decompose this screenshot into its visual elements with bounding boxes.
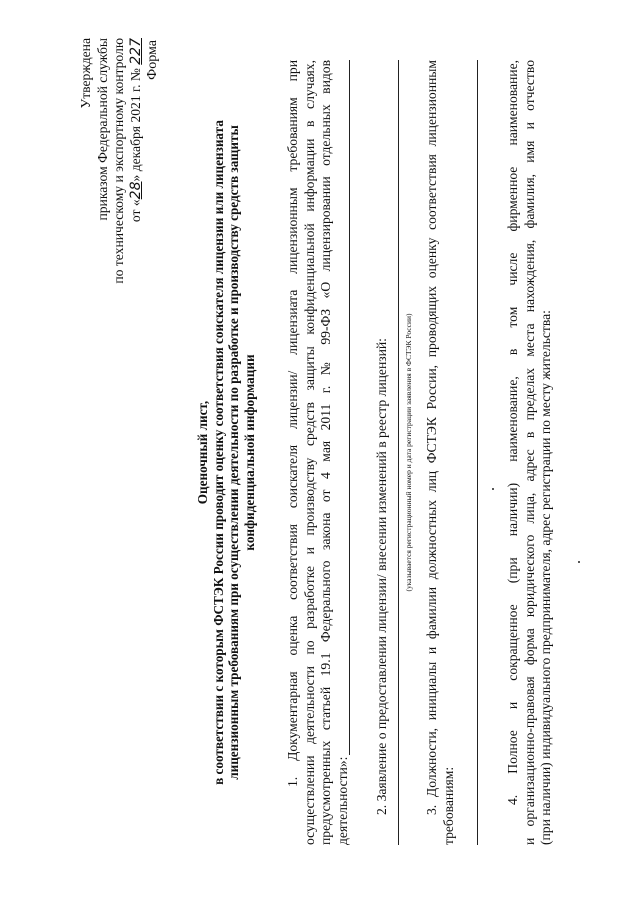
approval-block: [78, 38, 144, 468]
section-3-line-1: 3. Должности, инициалы и фамилии должностных лиц ФСТЭК России, проводящих оценку соответствия лицензионным: [424, 60, 439, 815]
section-4-line-2: и организационно-правовая форма юридического лица, адрес в пределах места нахождения, фамилия, имя и отчество: [521, 60, 537, 845]
form-label: Форма: [145, 40, 160, 80]
section-1-line-3: предусмотренных статьей 19.1 Федерального закона от 4 мая 2011 г. № 99-ФЗ «О лицензировании отдельных видов: [318, 60, 334, 845]
approval-line-1: Утверждена: [78, 38, 93, 109]
section-2-text: 2. Заявление о предоставлении лицензии/ внесении изменений в реестр лицензий:: [374, 338, 389, 815]
approval-line-4: [128, 38, 145, 468]
title-line-3: лицензионным требованиям при осуществлении деятельности по разработке и производству средств защиты: [226, 125, 241, 780]
section-1-line-4: деятельности»:: [335, 756, 351, 845]
approval-line-2: приказом Федеральной службы: [94, 38, 110, 221]
section-3-line-2: требованиям:: [440, 766, 456, 845]
title-line-2: в соответствии с которым ФСТЭК России проводит оценку соответствия соискателя лицензии или лицензиата: [210, 120, 226, 785]
section-1-line-1: 1. Документарная оценка соответствия соискателя лицензии/ лицензиата лицензионным требованиям при: [285, 60, 300, 787]
approval-day-handwritten: 28: [127, 181, 144, 200]
section-4-line-1: 4. Полное и сокращенное (при наличии) наименование, в том числе фирменное наименование,: [505, 60, 520, 805]
approval-date-middle: » декабря 2021 г. №: [127, 68, 143, 182]
section-2-note: (указывается регистрационный номер и дата регистрации заявления в ФСТЭК России): [404, 313, 413, 592]
approval-number-handwritten: 227: [127, 38, 144, 65]
section-3: [424, 60, 457, 845]
section-4-line-3: (при наличии) индивидуального предпринимателя, адрес регистрации по месту жительства:: [538, 310, 554, 845]
section-1-fill-line: [349, 60, 350, 755]
title-line-1: Оценочный лист,: [195, 400, 210, 505]
approval-date-prefix: от «: [127, 199, 143, 223]
section-4: [505, 60, 555, 845]
section-3-fill-line: [477, 60, 478, 845]
section-2-fill-line: [398, 60, 399, 845]
approval-line-3: по техническому и экспортному контролю: [111, 38, 126, 284]
section-1: [285, 60, 352, 845]
scan-speck-2: [578, 561, 580, 563]
scan-speck: [492, 488, 494, 490]
title-line-4: конфиденциальной информации: [241, 354, 257, 551]
section-1-line-2: осуществлении деятельности по разработке и производству средств защиты конфиденциальной информации в случаях,: [301, 60, 317, 845]
document-title: [195, 60, 257, 845]
